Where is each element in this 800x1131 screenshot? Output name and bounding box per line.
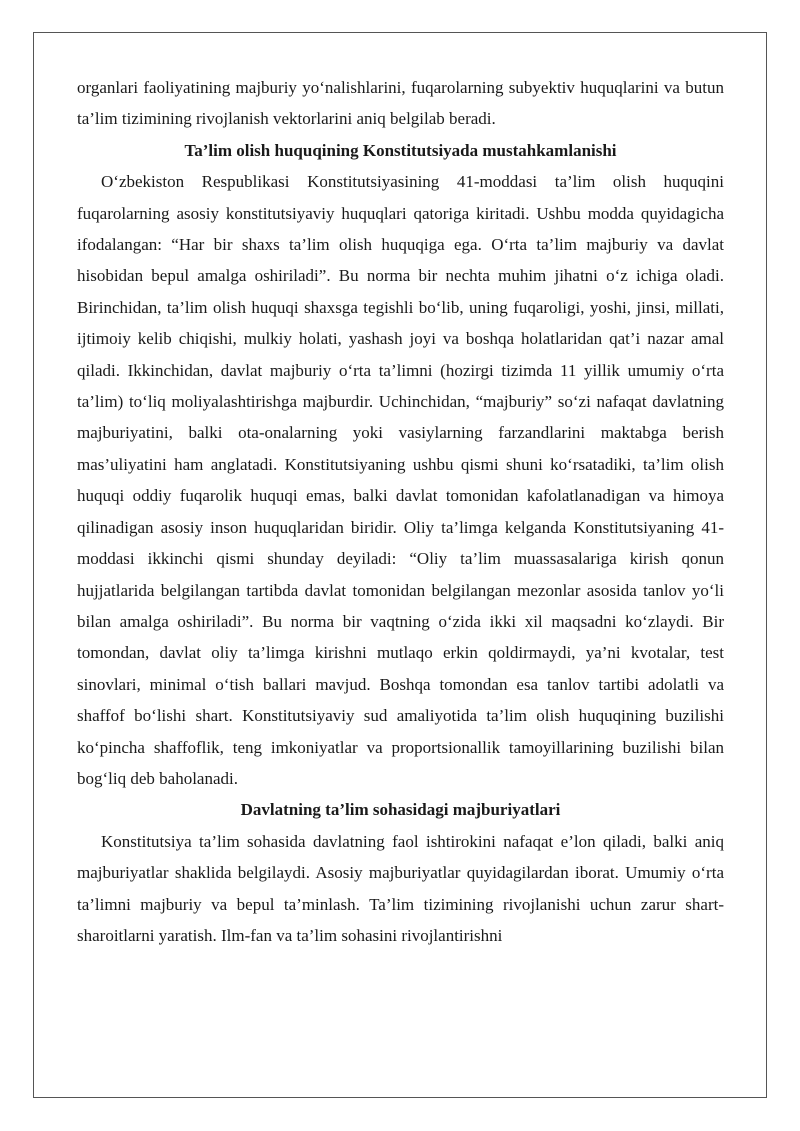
- paragraph-article-41: O‘zbekiston Respublikasi Konstitutsiyasining 41-moddasi ta’lim olish huquqini fuqarolarning asosiy konstitutsiyaviy huquqlari qatoriga kiritadi. Ushbu modda quyidagicha ifodalangan: “Har bir shaxs ta’lim olish huquqiga ega. O‘rta ta’lim majburiy va davlat hisobidan bepul amalga oshiriladi”. Bu norma bir nechta muhim jihatni o‘z ichiga oladi. Birinchidan, ta’lim olish huquqi shaxsga tegishli bo‘lib, uning fuqaroligi, yoshi, jinsi, millati, ijtimoiy kelib chiqishi, mulkiy holati, yashash joyi va boshqa holatlaridan qat’i nazar amal qiladi. Ikkinchidan, davlat majburiy o‘rta ta’limni (hozirgi tizimda 11 yillik umumiy o‘rta ta’lim) to‘liq moliyalashtirishga majburdir. Uchinchidan, “majburiy” so‘zi nafaqat davlatning majburiyatini, balki ota-onalarning yoki vasiylarning farzandlarini maktabga berish mas’uliyatini ham anglatadi. Konstitutsiyaning ushbu qismi shuni ko‘rsatadiki, ta’lim olish huquqi oddiy fuqarolik huquqi emas, balki davlat tomonidan kafolatlanadigan va himoya qilinadigan asosiy inson huquqlaridan biridir. Oliy ta’limga kelganda Konstitutsiyaning 41-moddasi ikkinchi qismi shunday deyiladi: “Oliy ta’lim muassasalariga kirish qonun hujjatlarida belgilangan tartibda davlat tomonidan belgilangan mezonlar asosida tanlov yo‘li bilan amalga oshiriladi”. Bu norma bir vaqtning o‘zida ikki xil maqsadni ko‘zlaydi. Bir tomondan, davlat oliy ta’limga kirishni mutlaqo erkin qoldirmaydi, ya’ni kvotalar, test sinovlari, minimal o‘tish ballari mavjud. Boshqa tomondan esa tanlov tartibi adolatli va shaffof bo‘lishi shart. Konstitutsiyaviy sud amaliyotida ta’lim olish huquqining buzilishi ko‘pincha shaffoflik, teng imkoniyatlar va proportsionallik tamoyillarining buzilishi bilan bog‘liq deb baholanadi.: [77, 172, 724, 788]
- paragraph-state-obligations: Konstitutsiya ta’lim sohasida davlatning faol ishtirokini nafaqat e’lon qiladi, balki aniq majburiyatlar shaklida belgilaydi. Asosiy majburiyatlar quyidagilardan iborat. Umumiy o‘rta ta’limni majburiy va bepul ta’minlash. Ta’lim tizimining rivojlanishi uchun zarur shart-sharoitlarni yaratish. Ilm-fan va ta’lim sohasini rivojlantirishni: [77, 831, 724, 945]
- document-body: [77, 72, 724, 951]
- section-heading-right-to-education: Ta’lim olish huquqining Konstitutsiyada mustahkamlanishi: [184, 140, 617, 160]
- section-heading-state-obligations: Davlatning ta’lim sohasidagi majburiyatlari: [240, 800, 561, 820]
- paragraph-intro-continuation: organlari faoliyatining majburiy yo‘nalishlarini, fuqarolarning subyektiv huquqlarini va butun ta’lim tizimining rivojlanish vektorlarini aniq belgilab beradi.: [77, 78, 724, 129]
